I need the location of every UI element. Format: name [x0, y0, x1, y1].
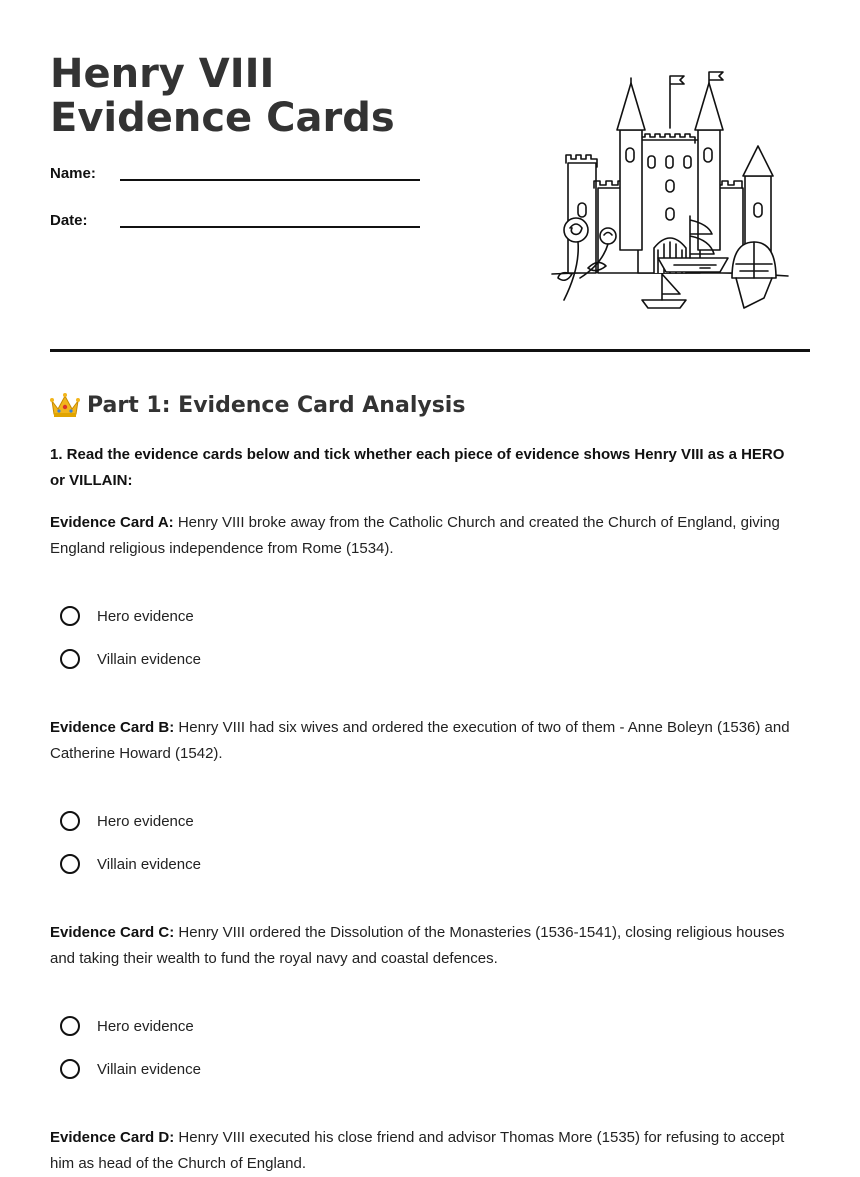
evidence-card-a-label: Evidence Card A:: [50, 514, 174, 531]
card-a-villain-label: Villain evidence: [97, 650, 201, 668]
card-b-villain-option[interactable]: [60, 851, 201, 877]
evidence-card-c: [50, 920, 810, 972]
card-a-hero-radio[interactable]: [60, 606, 80, 626]
evidence-card-a-text: [50, 510, 810, 562]
card-a-villain-option[interactable]: [60, 646, 201, 672]
evidence-card-b: [50, 715, 810, 767]
card-b-hero-radio[interactable]: [60, 811, 80, 831]
card-c-hero-label: Hero evidence: [97, 1017, 194, 1035]
evidence-card-d: [50, 1125, 810, 1177]
evidence-card-d-text: [50, 1125, 810, 1177]
evidence-card-b-body: Henry VIII had six wives and ordered the execution of two of them - Anne Boleyn (1536) and Catherine Howard (1542).: [50, 719, 790, 762]
card-a-hero-label: Hero evidence: [97, 607, 194, 625]
card-b-villain-label: Villain evidence: [97, 855, 201, 873]
part1-heading: [50, 390, 465, 420]
name-input-line[interactable]: [120, 179, 420, 181]
evidence-card-c-label: Evidence Card C:: [50, 924, 175, 941]
castle-illustration-icon: [550, 68, 790, 313]
card-c-villain-radio[interactable]: [60, 1059, 80, 1079]
card-b-hero-label: Hero evidence: [97, 812, 194, 830]
evidence-card-d-label: Evidence Card D:: [50, 1129, 175, 1146]
card-b-villain-radio[interactable]: [60, 854, 80, 874]
card-a-villain-radio[interactable]: [60, 649, 80, 669]
evidence-card-c-body: Henry VIII ordered the Dissolution of the Monasteries (1536-1541), closing religious houses and taking their wealth to fund the royal navy and coastal defences.: [50, 924, 785, 967]
date-label: Date:: [50, 212, 88, 229]
evidence-card-d-body: Henry VIII executed his close friend and advisor Thomas More (1535) for refusing to accept him as head of the Church of England.: [50, 1129, 785, 1172]
evidence-card-b-label: Evidence Card B:: [50, 719, 175, 736]
card-c-villain-label: Villain evidence: [97, 1060, 201, 1078]
card-b-hero-option[interactable]: [60, 808, 194, 834]
section-divider: [50, 349, 810, 352]
evidence-card-a: [50, 510, 810, 562]
date-input-line[interactable]: [120, 226, 420, 228]
page-title: Henry VIII Evidence Cards: [50, 51, 395, 141]
evidence-card-c-text: [50, 920, 810, 972]
name-label: Name:: [50, 165, 96, 182]
evidence-card-a-body: Henry VIII broke away from the Catholic Church and created the Church of England, giving England religious independence from Rome (1534).: [50, 514, 780, 557]
evidence-card-b-text: [50, 715, 810, 767]
crown-icon: [50, 392, 80, 418]
card-a-hero-option[interactable]: [60, 603, 194, 629]
card-c-villain-option[interactable]: [60, 1056, 201, 1082]
card-c-hero-option[interactable]: [60, 1013, 194, 1039]
card-c-hero-radio[interactable]: [60, 1016, 80, 1036]
worksheet-page: [50, 0, 810, 1172]
question-1: 1. Read the evidence cards below and tick whether each piece of evidence shows Henry VIII as a HERO or VILLAIN:: [50, 446, 785, 489]
part1-heading-text: Part 1: Evidence Card Analysis: [87, 392, 466, 418]
name-field-row: [50, 165, 420, 189]
date-field-row: [50, 212, 420, 236]
